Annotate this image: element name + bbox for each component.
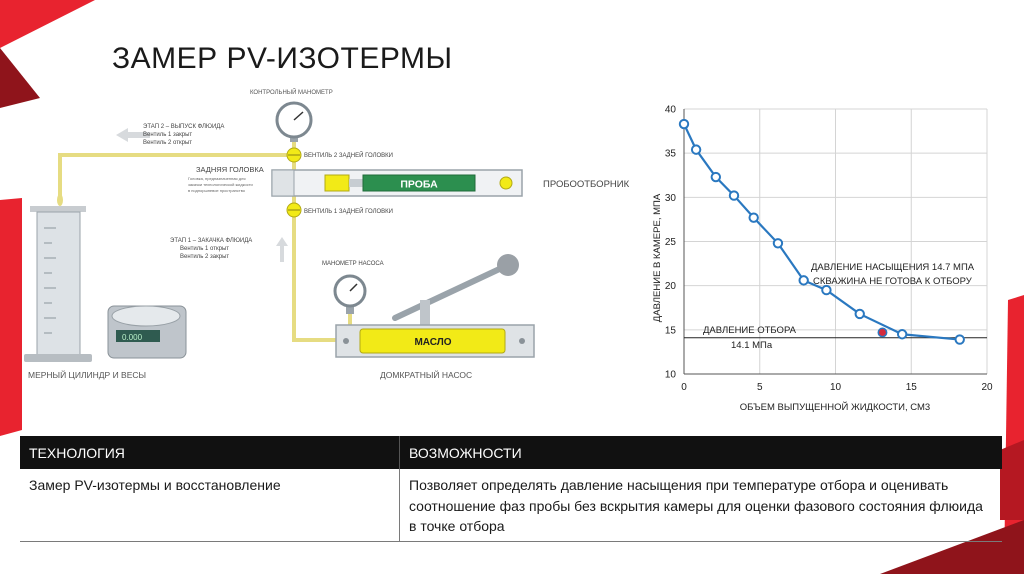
y-tick-label: 20 bbox=[664, 281, 676, 293]
x-tick-labels bbox=[681, 382, 993, 393]
rear-head-desc3: в подпоршневое пространство bbox=[188, 188, 246, 193]
valve2-label: ВЕНТИЛЬ 2 ЗАДНЕЙ ГОЛОВКИ bbox=[304, 153, 393, 159]
sampler-label: ПРОБООТБОРНИК bbox=[543, 179, 630, 190]
rear-head-label: ЗАДНЯЯ ГОЛОВКА bbox=[196, 165, 264, 174]
data-point bbox=[898, 330, 906, 338]
header-capabilities: ВОЗМОЖНОСТИ bbox=[400, 436, 1003, 469]
cell-technology: Замер PV-изотермы и восстановление bbox=[20, 469, 400, 541]
saturation-annotation-1: ДАВЛЕНИЕ НАСЫЩЕНИЯ 14.7 МПА bbox=[811, 262, 975, 273]
valve-1-icon bbox=[287, 203, 301, 217]
rear-head-desc2: закачки технологической жидкости bbox=[188, 182, 253, 187]
sampler-cylinder bbox=[272, 170, 522, 196]
fluid-drop bbox=[57, 194, 63, 206]
stage1-line2: Вентиль 2 закрыт bbox=[180, 254, 230, 260]
oil-label: МАСЛО bbox=[414, 337, 452, 348]
cell-capabilities: Позволяет определять давление насыщения при температуре отбора и оценивать соотношение фаз пробы без вскрытия камеры для оценки фазового состояния флюида в точке отбора bbox=[400, 469, 1003, 541]
technology-table bbox=[20, 436, 1002, 542]
stage2-title: ЭТАП 2 – ВЫПУСК ФЛЮИДА bbox=[143, 124, 225, 130]
stage1-title: ЭТАП 1 – ЗАКАЧКА ФЛЮИДА bbox=[170, 238, 253, 244]
right-dark-accent bbox=[1000, 440, 1024, 520]
stage2-line1: Вентиль 1 закрыт bbox=[143, 132, 193, 138]
top-left-accent bbox=[0, 0, 95, 48]
data-point bbox=[799, 276, 807, 284]
y-axis-label: ДАВЛЕНИЕ В КАМЕРЕ, МПА bbox=[652, 193, 663, 323]
sampling-annotation-1: ДАВЛЕНИЕ ОТБОРА bbox=[703, 325, 796, 336]
y-tick-label: 40 bbox=[664, 104, 676, 116]
sampler-diagram bbox=[24, 88, 630, 380]
data-point bbox=[856, 310, 864, 318]
inflow-arrow-icon bbox=[276, 237, 288, 262]
cylinder-caption: МЕРНЫЙ ЦИЛИНДР И ВЕСЫ bbox=[28, 370, 147, 380]
control-gauge-label: КОНТРОЛЬНЫЙ МАНОМЕТР bbox=[250, 90, 333, 96]
data-point bbox=[749, 213, 757, 221]
control-gauge-icon bbox=[277, 103, 311, 142]
table-row bbox=[20, 469, 1002, 541]
left-red-bar bbox=[0, 198, 22, 436]
sample-label: ПРОБА bbox=[400, 178, 438, 191]
data-point bbox=[692, 145, 700, 153]
x-tick-label: 10 bbox=[829, 382, 842, 393]
saturation-annotation-2: СКВАЖИНА НЕ ГОТОВА К ОТБОРУ bbox=[813, 276, 972, 287]
measuring-cylinder-icon bbox=[24, 206, 92, 362]
pump-gauge-icon bbox=[335, 276, 365, 314]
data-point bbox=[680, 120, 688, 128]
left-dark-accent bbox=[0, 48, 40, 108]
saturation-point bbox=[878, 328, 886, 336]
data-point bbox=[730, 191, 738, 199]
y-tick-label: 25 bbox=[664, 237, 676, 248]
data-point bbox=[774, 239, 782, 247]
x-tick-label: 5 bbox=[756, 382, 763, 393]
x-tick-label: 0 bbox=[681, 382, 687, 393]
y-tick-label: 30 bbox=[664, 192, 676, 204]
x-tick-label: 15 bbox=[905, 382, 917, 393]
scale-display: 0.000 bbox=[122, 333, 143, 342]
data-point bbox=[956, 335, 964, 343]
sampling-annotation-2: 14.1 МПа bbox=[731, 340, 773, 351]
y-tick-label: 10 bbox=[664, 369, 676, 381]
valve-2-icon bbox=[287, 148, 301, 162]
data-point bbox=[822, 286, 830, 294]
scales-icon bbox=[108, 306, 186, 358]
table-header-row bbox=[20, 436, 1002, 469]
pv-isotherm-chart bbox=[652, 105, 993, 414]
stage2-line2: Вентиль 2 открыт bbox=[143, 140, 193, 146]
stage1-line1: Вентиль 1 открыт bbox=[180, 246, 230, 252]
x-axis-label: ОБЪЕМ ВЫПУЩЕННОЙ ЖИДКОСТИ, СМ3 bbox=[739, 402, 931, 413]
header-technology: ТЕХНОЛОГИЯ bbox=[20, 436, 400, 469]
x-tick-label: 20 bbox=[981, 382, 993, 393]
pump-caption: ДОМКРАТНЫЙ НАСОС bbox=[380, 370, 473, 380]
valve1-label: ВЕНТИЛЬ 1 ЗАДНЕЙ ГОЛОВКИ bbox=[304, 209, 393, 215]
y-tick-label: 35 bbox=[664, 148, 676, 160]
data-point bbox=[712, 173, 720, 181]
y-tick-labels bbox=[665, 105, 677, 381]
slide-title: ЗАМЕР PV-ИЗОТЕРМЫ bbox=[112, 42, 453, 75]
rear-head-desc1: Головка, предназначенная для bbox=[188, 176, 246, 181]
pump-gauge-label: МАНОМЕТР НАСОСА bbox=[322, 261, 384, 267]
y-tick-label: 15 bbox=[664, 325, 676, 337]
